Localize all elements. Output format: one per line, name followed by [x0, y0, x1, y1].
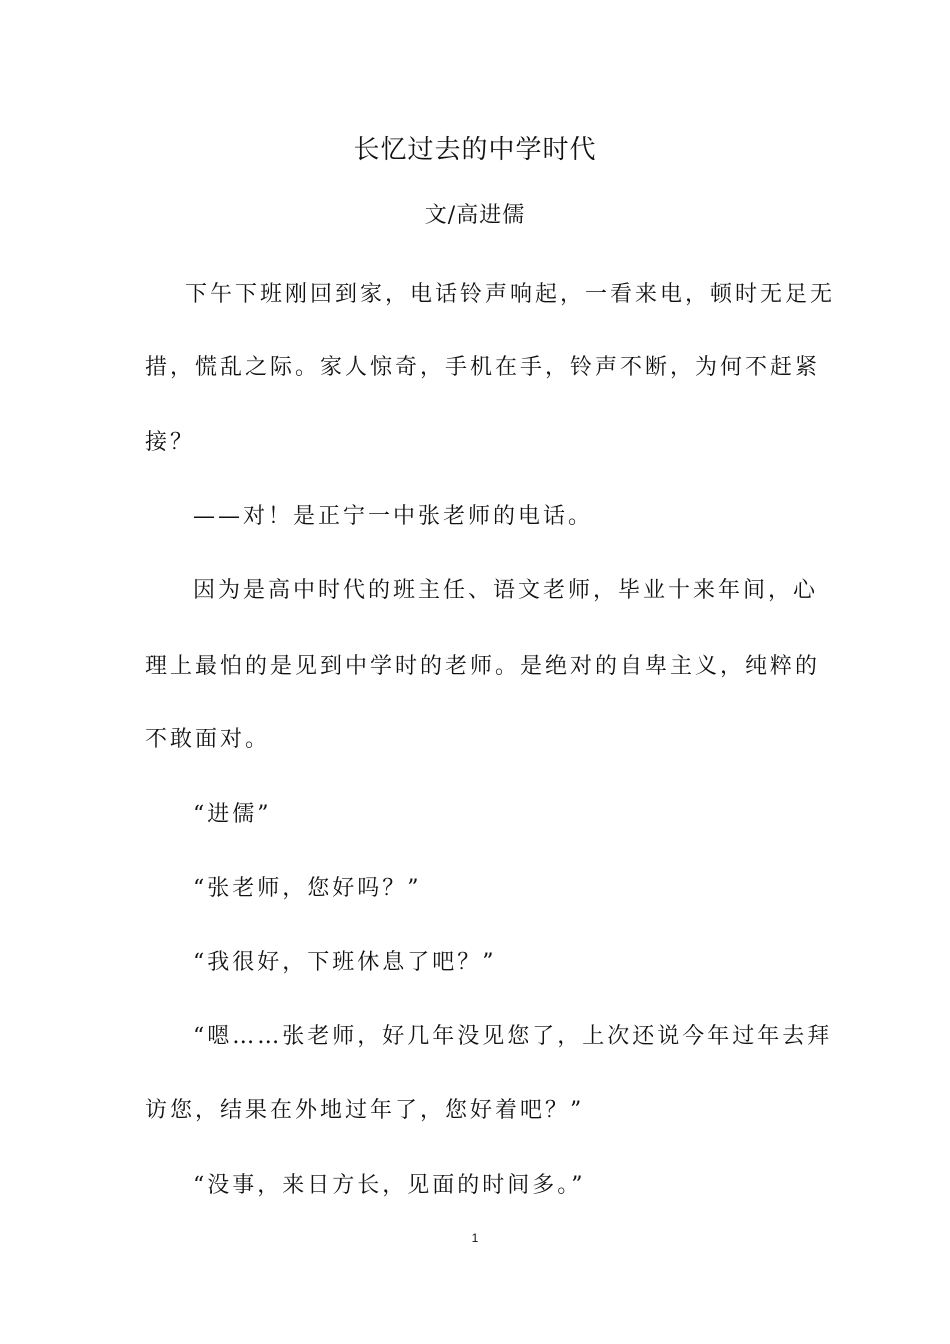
dialogue-line: “嗯……张老师，好几年没见您了，上次还说今年过年去拜 — [193, 1024, 833, 1049]
dialogue-line: “我很好，下班休息了吧？” — [193, 950, 497, 975]
paragraph-line: 接？ — [145, 430, 196, 455]
paragraph-line: 不敢面对。 — [145, 727, 271, 752]
document-author: 文/高进儒 — [424, 203, 526, 228]
paragraph-line: 理上最怕的是见到中学时的老师。是绝对的自卑主义，纯粹的 — [145, 654, 821, 679]
page-number: 1 — [471, 1231, 479, 1245]
paragraph-line: 因为是高中时代的班主任、语文老师，毕业十来年间，心 — [193, 578, 819, 603]
paragraph-line: ——对！是正宁一中张老师的电话。 — [193, 504, 594, 529]
paragraph-line: 措，慌乱之际。家人惊奇，手机在手，铃声不断，为何不赶紧 — [145, 355, 821, 380]
dialogue-line: “没事，来日方长，见面的时间多。” — [193, 1173, 586, 1198]
document-title: 长忆过去的中学时代 — [353, 135, 597, 165]
dialogue-line: “张老师，您好吗？” — [193, 876, 422, 901]
paragraph-line: 下午下班刚回到家，电话铃声响起，一看来电，顿时无足无 — [185, 282, 836, 307]
dialogue-line: “进儒” — [193, 802, 272, 827]
dialogue-line: 访您，结果在外地过年了，您好着吧？” — [145, 1098, 585, 1123]
